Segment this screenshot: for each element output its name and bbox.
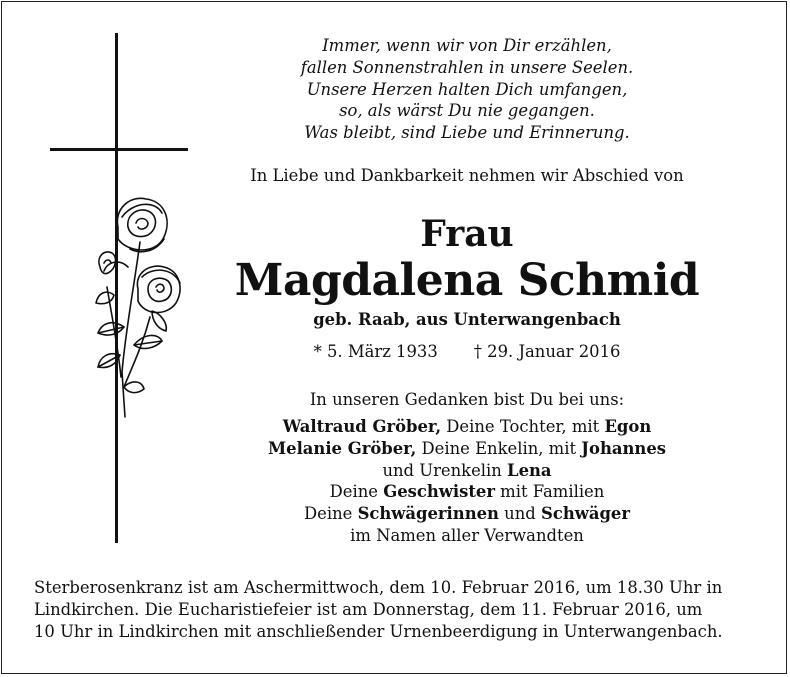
mourner-name: Schwägerinnen — [357, 504, 499, 524]
service-details — [34, 577, 761, 642]
mourner-relation: Deine Enkelin, mit — [416, 438, 582, 458]
mourner-line — [172, 481, 762, 503]
mourner-relation: mit Familien — [494, 482, 605, 502]
mourner-name: Lena — [507, 460, 552, 480]
mourner-name: Waltraud Gröber, — [282, 417, 442, 436]
roses-icon — [96, 198, 180, 417]
mourner-relation: Deine — [304, 504, 358, 524]
poem-line: Unsere Herzen halten Dich umfangen, — [306, 79, 628, 99]
poem-line: fallen Sonnenstrahlen in unsere Seelen. — [300, 57, 634, 77]
service-line: 10 Uhr in Lindkirchen mit anschließender Urnenbeerdigung in Unterwangenbach. — [34, 621, 723, 641]
cross-with-roses — [42, 27, 192, 547]
mourner-name: Egon — [604, 417, 652, 436]
life-dates — [172, 341, 762, 363]
mourner-name: Geschwister — [383, 482, 495, 502]
poem — [232, 35, 702, 144]
mourner-name: Schwäger — [541, 504, 630, 524]
mourner-name: Melanie Gröber, — [268, 438, 417, 458]
mourner-line — [172, 438, 762, 460]
obituary-notice — [1, 1, 787, 674]
mourner-relation: im Namen aller Verwandten — [350, 525, 584, 545]
mourner-relation: Deine — [329, 482, 384, 502]
thoughts-line: In unseren Gedanken bist Du bei uns: — [309, 390, 625, 409]
poem-line: so, als wärst Du nie gegangen. — [339, 101, 595, 121]
service-line: Sterberosenkranz ist am Aschermittwoch, dem 10. Februar 2016, um 18.30 Uhr in — [34, 578, 723, 597]
mourner-line — [172, 460, 762, 482]
mourner-line — [172, 525, 762, 547]
death-date: † 29. Januar 2016 — [473, 342, 621, 361]
deceased-name: Magdalena Schmid — [234, 255, 700, 306]
service-line: Lindkirchen. Die Eucharistiefeier ist am Donnerstag, dem 11. Februar 2016, um — [34, 599, 703, 619]
mourner-line — [172, 416, 762, 438]
salutation: Frau — [420, 213, 514, 255]
mourner-relation: und Urenkelin — [382, 460, 508, 480]
poem-line: Was bleibt, sind Liebe und Erinnerung. — [304, 123, 630, 143]
poem-line: Immer, wenn wir von Dir erzählen, — [322, 36, 612, 55]
birth-date: * 5. März 1933 — [313, 342, 438, 361]
mourner-relation: und — [498, 504, 541, 524]
mourner-name: Johannes — [581, 438, 666, 458]
maiden-name-origin: geb. Raab, aus Unterwangenbach — [313, 310, 621, 329]
mourner-line — [172, 503, 762, 525]
mourner-relation: Deine Tochter, mit — [441, 417, 605, 436]
mourners-list — [172, 416, 762, 547]
cross-icon — [50, 33, 188, 543]
farewell-intro: In Liebe und Dankbarkeit nehmen wir Abschied von — [250, 166, 684, 185]
